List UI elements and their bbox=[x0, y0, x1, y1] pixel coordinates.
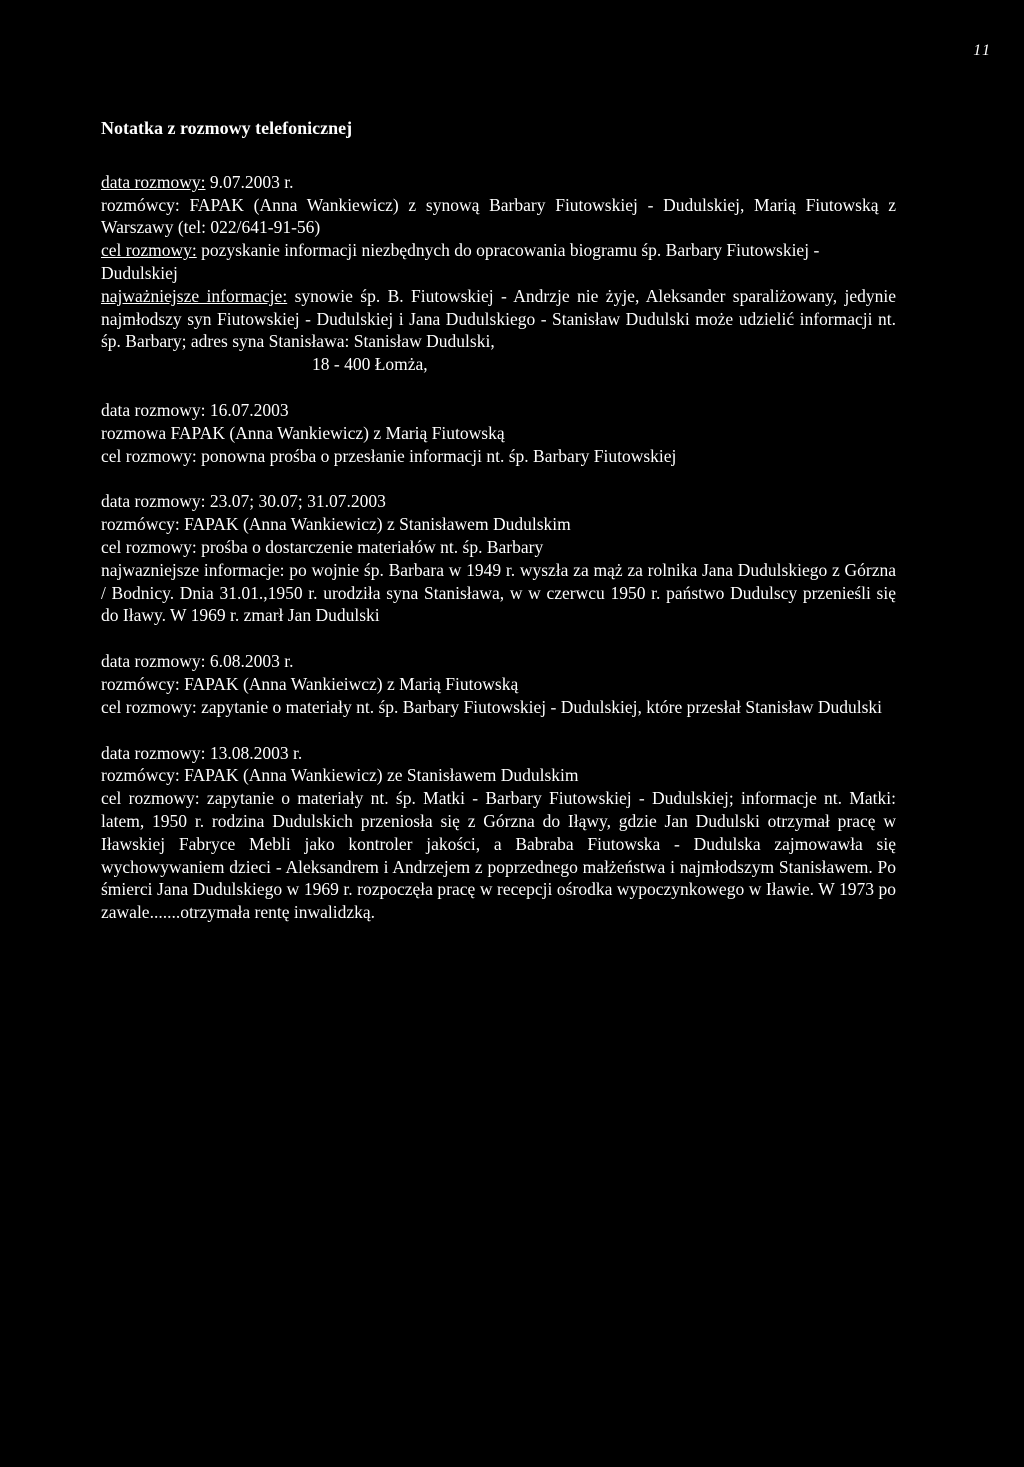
call-date-label: data rozmowy: bbox=[101, 171, 206, 192]
call-purpose: cel rozmowy: ponowna prośba o przesłanie informacji nt. śp. Barbary Fiutowskiej bbox=[101, 445, 677, 466]
call-date-value: 9.07.2003 r. bbox=[205, 171, 294, 192]
call-purpose: cel rozmowy: prośba o dostarczenie materiałów nt. śp. Barbary bbox=[101, 536, 544, 557]
call-date: data rozmowy: 16.07.2003 bbox=[101, 399, 289, 420]
call-entry-5 bbox=[101, 742, 896, 924]
call-participants: rozmowa FAPAK (Anna Wankiewicz) z Marią Fiutowską bbox=[101, 422, 505, 443]
document-title: Notatka z rozmowy telefonicznej bbox=[101, 118, 353, 138]
call-entry-2 bbox=[101, 399, 896, 467]
call-key-info-value: synowie śp. B. Fiutowskiej - Andrzje nie żyje, Aleksander sparaliżowany, jedynie najmłodszy syn Fiutowskiej - Dudulskiej i Jana Dudulskiego - Stanisław Dudulski może udzielić informacji nt. śp. Barbary; adres syna Stanisława: Stanisław Dudulski, bbox=[101, 285, 897, 352]
document-body bbox=[101, 117, 896, 947]
call-purpose bbox=[101, 239, 896, 285]
page-number: 11 bbox=[973, 42, 992, 59]
call-date: data rozmowy: 23.07; 30.07; 31.07.2003 bbox=[101, 491, 386, 512]
call-entry-1 bbox=[101, 171, 896, 376]
call-date: data rozmowy: 13.08.2003 r. bbox=[101, 742, 303, 763]
call-date bbox=[101, 171, 896, 194]
call-purpose: cel rozmowy: zapytanie o materiały nt. śp. Barbary Fiutowskiej - Dudulskiej, które przesłał Stanisław Dudulski bbox=[101, 696, 883, 717]
call-purpose-value: pozyskanie informacji niezbędnych do opracowania biogramu śp. Barbary Fiutowskiej - Dudulskiej bbox=[101, 240, 820, 283]
call-entry-3 bbox=[101, 490, 896, 627]
call-participants: rozmówcy: FAPAK (Anna Wankieiwcz) z Marią Fiutowską bbox=[101, 673, 519, 694]
call-participants: rozmówcy: FAPAK (Anna Wankiewicz) z synową Barbary Fiutowskiej - Dudulskiej, Marią Fiutowską z Warszawy (tel: 022/641-91-56) bbox=[101, 194, 896, 238]
call-address: 18 - 400 Łomża, bbox=[312, 354, 428, 375]
call-participants: rozmówcy: FAPAK (Anna Wankiewicz) z Stanisławem Dudulskim bbox=[101, 514, 571, 535]
call-participants: rozmówcy: FAPAK (Anna Wankiewicz) ze Stanisławem Dudulskim bbox=[101, 765, 579, 786]
call-date: data rozmowy: 6.08.2003 r. bbox=[101, 651, 294, 672]
call-purpose-label: cel rozmowy: bbox=[101, 240, 197, 261]
call-entry-4 bbox=[101, 650, 896, 718]
call-key-info: najwazniejsze informacje: po wojnie śp. Barbara w 1949 r. wyszła za mąż za rolnika Jana Dudulskiego z Górzna / Bodnicy. Dnia 31.01.,1950 r. urodziła syna Stanisława, w w czerwcu 1950 r. państwo Dudulscy przenieśli się do Iławy. W 1969 r. zmarł Jan Dudulski bbox=[101, 559, 896, 626]
call-key-info bbox=[101, 285, 896, 353]
call-key-info-label: najważniejsze informacje: bbox=[101, 285, 288, 306]
call-purpose-and-info: cel rozmowy: zapytanie o materiały nt. śp. Matki - Barbary Fiutowskiej - Dudulskiej; informacje nt. Matki: latem, 1950 r. rodzina Dudulskich przeniosła się z Górzna do Iłąwy, gdzie Jan Dudulski otrzymał pracę w Iławskiej Fabryce Mebli jako kontroler jakości, a Babraba Fiutowska - Dudulska zajmowawła się wychowywaniem dzieci - Aleksandrem i Andrzejem z poprzednego małżeństwa i najmłodszym Stanisławem. Po śmierci Jana Dudulskiego w 1969 r. rozpoczęła pracę w recepcji ośrodka wypoczynkowego w Iławie. W 1973 po zawale.......otrzymała rentę inwalidzką. bbox=[101, 788, 896, 923]
